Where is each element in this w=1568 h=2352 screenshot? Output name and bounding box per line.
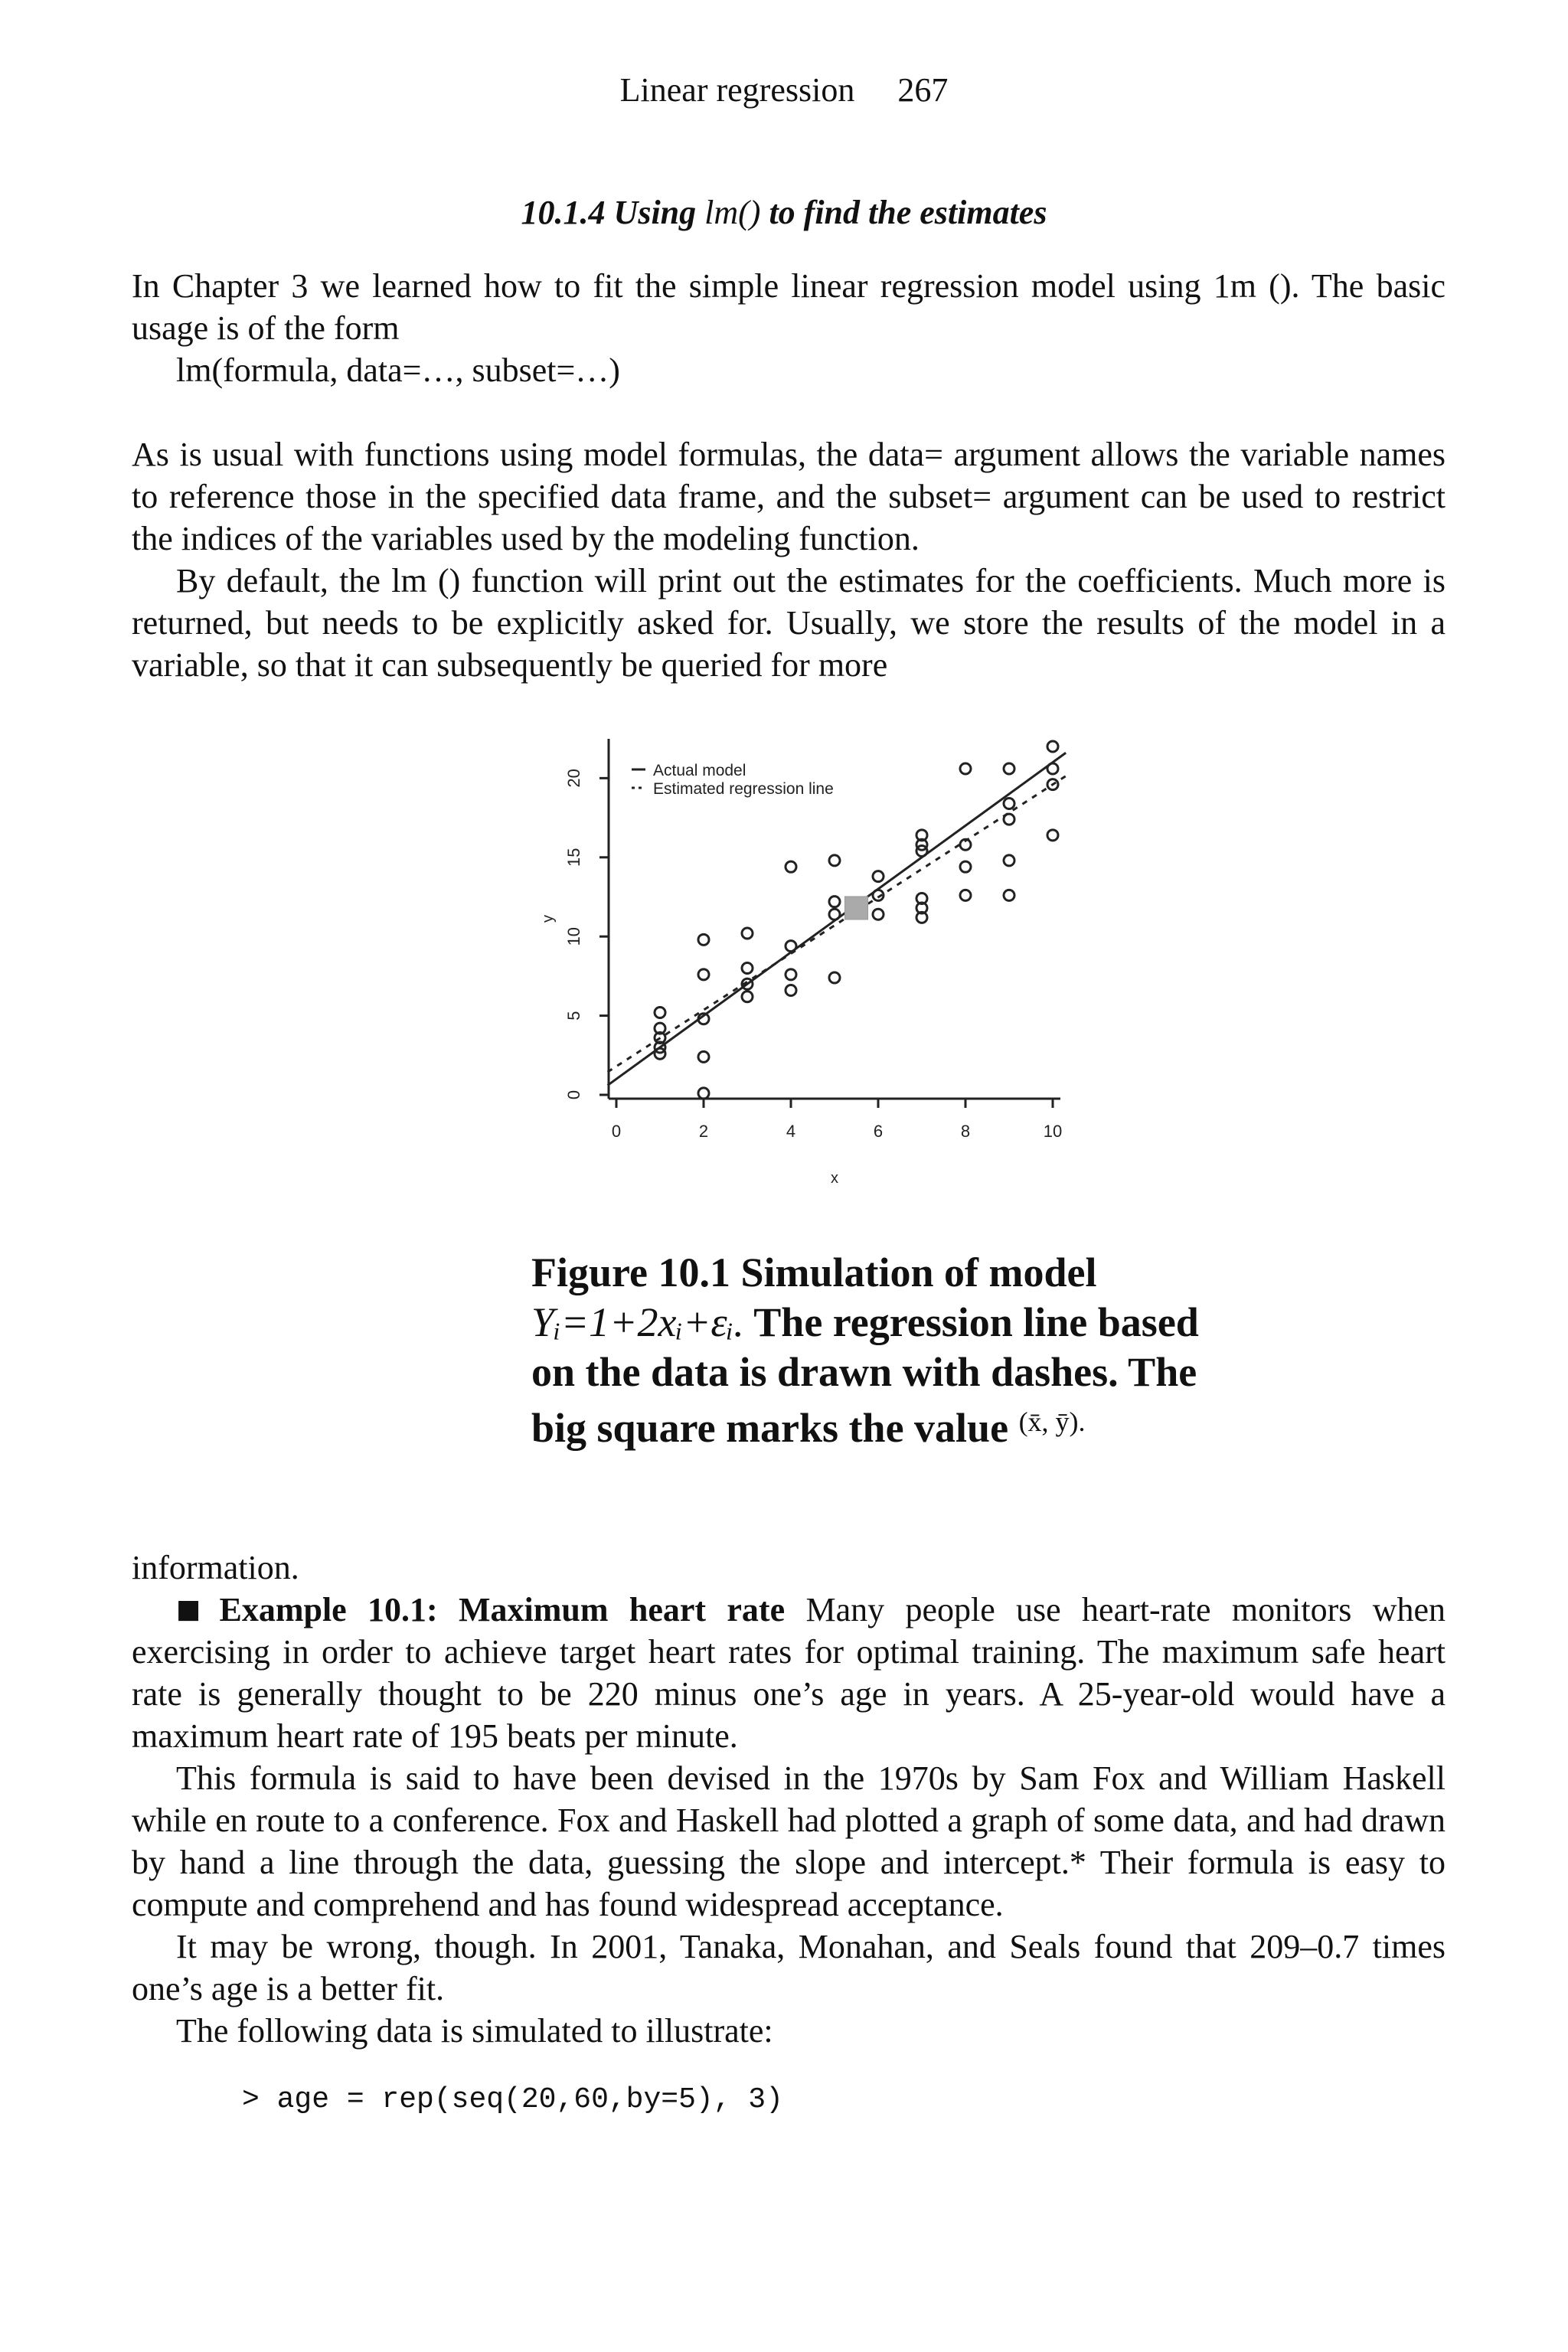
caption-text-2: The regression line based on the data is drawn with dashes. The big square marks the value xyxy=(531,1299,1199,1451)
data-point xyxy=(698,934,709,945)
data-point xyxy=(829,909,840,920)
section-heading xyxy=(0,193,1568,234)
data-point xyxy=(698,1051,709,1062)
page-number: 267 xyxy=(897,71,949,109)
caption-text-1: Simulation of model xyxy=(740,1250,1097,1295)
section-title-part1: Using xyxy=(613,194,697,231)
data-point xyxy=(655,1007,665,1018)
paragraph-intro: In Chapter 3 we learned how to fit the simple linear regression model using 1m (). The basic usage is of the form xyxy=(132,267,1446,347)
paragraph-lm-default: By default, the lm () function will print out the estimates for the coefficients. Much more is returned, but needs to be explicitly asked for. Usually, we store the results of the model in a variable, so that it can subsequently be queried for more xyxy=(132,562,1446,684)
paragraph-data-argument: As is usual with functions using model formulas, the data= argument allows the variable names to reference those in the specified data frame, and the subset= argument can be used to restrict the indices of the variables used by the modeling function. xyxy=(132,436,1446,557)
lm-usage-code: lm(formula, data=…, subset=…) xyxy=(176,351,620,389)
y-tick-label: 10 xyxy=(564,926,583,946)
data-point xyxy=(786,985,796,996)
caption-model-math: Yᵢ=1+2xᵢ+εᵢ. xyxy=(531,1299,744,1345)
intro-block xyxy=(132,265,1446,391)
data-point xyxy=(786,941,796,952)
y-tick-label: 20 xyxy=(564,769,583,788)
x-tick-label: 8 xyxy=(960,1122,971,1141)
data-point xyxy=(698,969,709,980)
data-point xyxy=(742,963,753,974)
square-bullet-icon: ■ xyxy=(176,1594,214,1625)
data-point xyxy=(786,969,796,980)
x-tick-label: 4 xyxy=(786,1122,796,1141)
paragraph-fox-haskell: This formula is said to have been devised in the 1970s by Sam Fox and William Haskell while en route to a conference. Fox and Haskell had plotted a graph of some data, and had drawn by hand a line through the data, guessing the slope and intercept.* Their formula is easy to compute and comprehend and has found widespread acceptance. xyxy=(132,1759,1446,1923)
estimated-regression-line xyxy=(608,776,1067,1073)
data-point xyxy=(1047,741,1058,752)
data-point xyxy=(829,972,840,983)
legend-estimated-label: Estimated regression line xyxy=(653,780,834,798)
data-point xyxy=(1004,798,1014,808)
data-point xyxy=(873,871,884,882)
paragraph-information: information. xyxy=(132,1549,299,1586)
body-block-2 xyxy=(132,1547,1446,2052)
data-point xyxy=(960,890,971,900)
data-point xyxy=(1004,890,1014,900)
data-point xyxy=(1047,763,1058,774)
example-paragraph xyxy=(132,1589,1446,1757)
caption-mean-math: (x̄, ȳ). xyxy=(1018,1406,1086,1437)
scatter-plot xyxy=(536,724,1087,1214)
caption-label: Figure 10.1 xyxy=(531,1250,730,1295)
paragraph-tanaka: It may be wrong, though. In 2001, Tanaka, Monahan, and Seals found that 209–0.7 times one’s age is a better fit. xyxy=(132,1928,1446,2007)
figure-caption xyxy=(531,1248,1220,1453)
x-tick-label: 2 xyxy=(698,1122,709,1141)
section-title-code: lm() xyxy=(704,194,761,231)
data-point xyxy=(1004,814,1014,825)
running-header xyxy=(0,70,1568,111)
example-text: Many people use heart-rate monitors when exercising in order to achieve target heart rates for optimal training. The maximum safe heart rate is generally thought to be 220 minus one’s age in years. A 25-year-old would have a maximum heart rate of 195 beats per minute. xyxy=(132,1591,1446,1755)
data-point xyxy=(960,763,971,774)
x-tick-label: 6 xyxy=(873,1122,884,1141)
y-tick-label: 5 xyxy=(564,1011,583,1021)
example-title: Example 10.1: Maximum heart rate xyxy=(219,1591,786,1628)
data-point xyxy=(698,1088,709,1099)
paragraph-simulated: The following data is simulated to illustrate: xyxy=(176,2012,773,2050)
r-console-code: > age = rep(seq(20,60,by=5), 3) xyxy=(242,2083,783,2116)
figure-10-1 xyxy=(536,724,1087,1214)
y-axis-label: y xyxy=(540,915,557,923)
data-point xyxy=(1004,763,1014,774)
data-point xyxy=(829,897,840,907)
data-point xyxy=(1004,855,1014,866)
section-title-part2: to find the estimates xyxy=(769,194,1047,231)
body-block-1 xyxy=(132,433,1446,686)
y-tick-label: 0 xyxy=(564,1089,583,1100)
y-tick-label: 15 xyxy=(564,848,583,867)
legend-actual-label: Actual model xyxy=(653,762,746,779)
data-point xyxy=(742,928,753,939)
data-point xyxy=(960,861,971,872)
x-tick-label: 0 xyxy=(611,1122,622,1141)
data-point xyxy=(786,861,796,872)
running-title: Linear regression xyxy=(619,71,855,109)
x-tick-label: 10 xyxy=(1043,1122,1063,1141)
mean-point-square xyxy=(845,897,868,920)
x-axis-label: x xyxy=(831,1170,838,1187)
data-point xyxy=(873,909,884,920)
data-point xyxy=(829,855,840,866)
section-number: 10.1.4 xyxy=(521,194,606,231)
data-point xyxy=(1047,830,1058,841)
data-point xyxy=(742,991,753,1002)
